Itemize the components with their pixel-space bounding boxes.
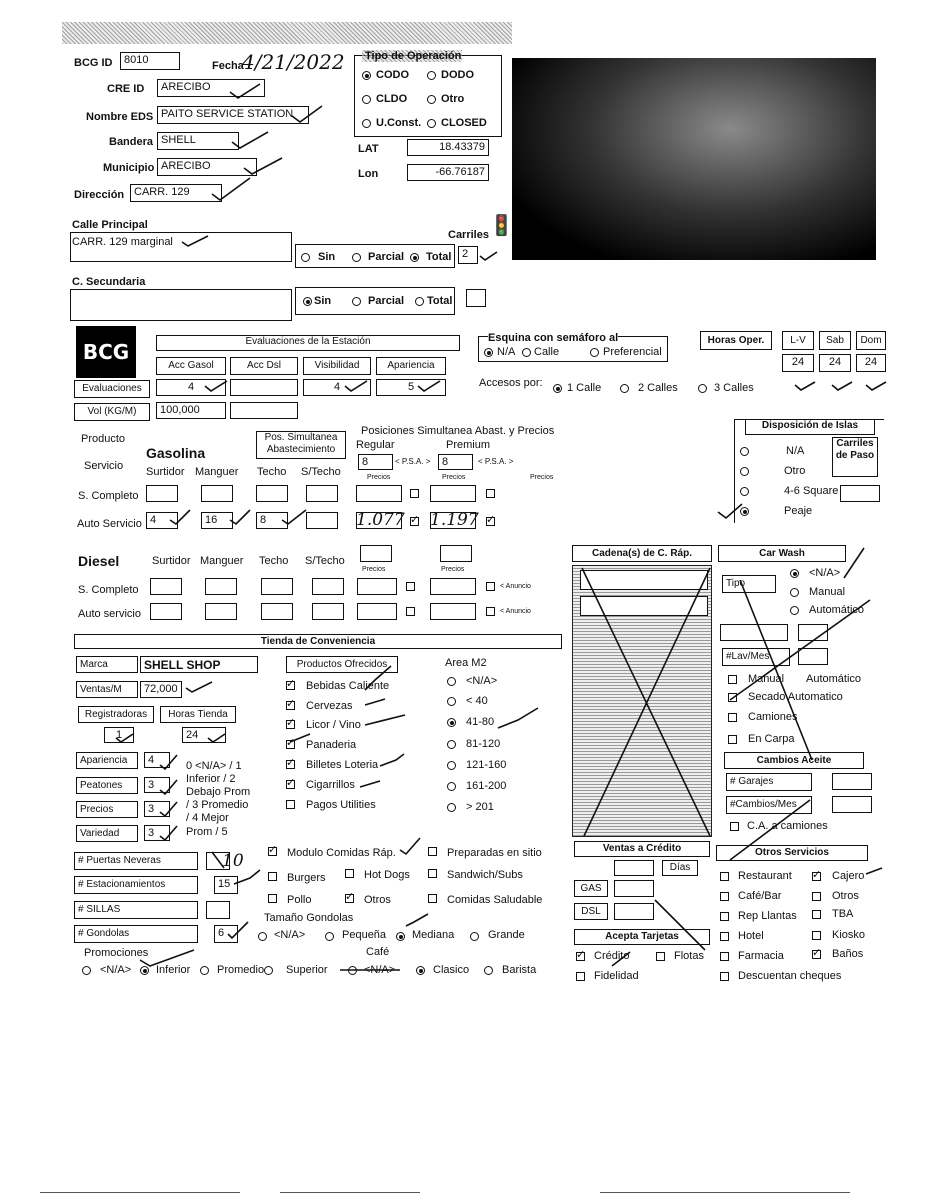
disp-square-label: 4-6 Square [784,485,839,497]
variedad-field[interactable]: 3 [144,825,170,841]
cw-manual-label: Manual [809,586,846,598]
svc-otros-label: Otros [832,890,859,902]
semaforo-total-label: Total [426,251,452,263]
modulo-label: Modulo Comidas Ráp. [287,847,396,859]
check-mark [160,802,177,816]
check-mark [182,236,208,246]
prod-cigarrillos-label: Cigarrillos [306,779,355,791]
check-mark [208,734,225,742]
check-mark [612,952,630,966]
cross-out [730,800,810,860]
col-acc-dsl: Acc Dsl [230,357,298,375]
direccion-label: Dirección [74,189,125,201]
semaforo2-parcial-label: Parcial [368,295,405,307]
gondolas-field[interactable]: 6 [214,925,238,943]
horas-oper-label: Horas Oper. [700,331,772,350]
accesos-3-label: 3 Calles [714,382,754,394]
esquina-label: Esquina con semáforo al [488,332,619,344]
col-techo: Techo [257,466,287,478]
puertas-value: 10 [222,851,244,871]
saludable-label: Comidas Saludable [447,894,543,906]
registradoras-label: Registradoras [78,706,154,723]
cambios-title: Cambios Aceite [724,752,864,769]
svc-hotel-label: Hotel [738,930,764,942]
check-mark [844,548,864,578]
cre-id-field[interactable]: ARECIBO [157,79,265,97]
accesos-label: Accesos por: [479,377,543,389]
area-40-label: < 40 [466,695,488,707]
col-apariencia: Apariencia [376,357,446,375]
check-mark [795,382,815,390]
prod-loteria-label: Billetes Loteria [306,759,379,771]
col-surtidor: Surtidor [146,466,185,478]
check-mark [212,178,250,200]
check-mark [230,84,260,98]
check-mark [160,826,177,840]
precios-field[interactable]: 3 [144,801,170,817]
diesel-label: Diesel [78,553,120,569]
strike-line [212,852,224,868]
precios-prem-label: Precios [442,474,466,481]
as-precio-reg: 1.077 [356,510,405,530]
check-mark [380,754,404,766]
credito-gas: GAS [574,880,608,897]
lat-field[interactable]: 18.43379 [407,139,489,156]
promo-superior-label: Superior [286,964,328,976]
lat-label: LAT [358,143,379,155]
cafe-label: Café [366,946,390,958]
evaluaciones-row-label: Evaluaciones [74,380,150,398]
tipo-cldo-label: CLDO [376,93,408,105]
scale-0: 0 <N/A> / 1 [186,760,242,772]
svc-cafebar-label: Café/Bar [738,890,782,902]
burgers-label: Burgers [287,872,326,884]
tam-mediana-label: Mediana [412,929,455,941]
tipo-operacion-label: Tipo de Operación [365,50,462,62]
peatones-label: Peatones [76,777,138,794]
d-col-surtidor: Surtidor [152,555,191,567]
check-mark [290,734,310,742]
check-mark [866,868,882,874]
check-mark [205,381,227,391]
tipo-uconst-label: U.Const. [376,117,422,129]
area-81-120-label: 81-120 [466,738,501,750]
apariencia-label: Apariencia [76,752,138,769]
area-201-label: > 201 [466,801,494,813]
bandera-label: Bandera [109,136,154,148]
scale-1: Inferior / 2 [186,773,236,785]
precios-reg-label: Precios [367,474,391,481]
col-manguer: Manguer [195,466,239,478]
vol-field[interactable]: 100,000 [156,402,226,419]
ventas-field[interactable]: 72,000 [140,681,182,698]
cw-camiones-label: Camiones [748,711,798,723]
tarjetas-title: Acepta Tarjetas [574,929,710,945]
scan-edge-1 [40,1192,240,1193]
ca-camiones-label: C.A. a camiones [747,820,828,832]
promo-inferior-label: Inferior [156,964,191,976]
disp-na-label: N/A [786,445,805,457]
calle-principal-value: CARR. 129 marginal [72,236,173,248]
credito-title: Ventas a Crédito [574,841,710,857]
tarjeta-credito-label: Crédito [594,950,630,962]
prod-cervezas-label: Cervezas [306,700,353,712]
tarjeta-flotas-label: Flotas [674,950,704,962]
check-mark [345,381,367,391]
scale-4: / 4 Mejor [186,812,229,824]
estacionamientos-label: # Estacionamientos [74,876,198,894]
apariencia-field[interactable]: 4 [144,752,170,768]
horas-tienda-label: Horas Tienda [160,706,236,723]
as-precio-prem: 1.197 [430,510,479,530]
bcg-logo: BCG [76,326,136,378]
d-precios-1: Precios [362,566,386,573]
accesos-1-label: 1 Calle [567,382,602,394]
eval-apariencia[interactable]: 5 [376,379,446,396]
tam-pequena-label: Pequeña [342,929,387,941]
prod-licor-label: Licor / Vino [306,719,361,731]
carriles-paso-header: Carriles de Paso [832,437,878,477]
cross-out [655,900,705,950]
check-mark [418,381,440,391]
area-na-label: <N/A> [466,675,498,687]
cafe-na-label: <N/A> [364,964,396,976]
horas-tienda-field[interactable]: 24 [182,727,226,743]
semaforo-sin-label: Sin [318,251,336,263]
horas-sab-field[interactable]: 24 [819,354,851,372]
das-anuncio: < Anuncio [500,608,531,615]
check-mark [365,666,391,690]
svc-farmacia-label: Farmacia [738,950,784,962]
promo-na-label: <N/A> [100,964,132,976]
disp-peaje-label: Peaje [784,505,813,517]
check-mark [186,682,212,692]
tipo-dodo-label: DODO [441,69,474,81]
scan-edge-2 [280,1192,420,1193]
lon-label: Lon [358,168,379,180]
carriles-field[interactable]: 2 [458,246,478,264]
col-visibilidad: Visibilidad [303,357,371,375]
horas-sab-header: Sab [819,331,851,350]
check-mark [832,382,852,390]
fecha-label: Fecha [212,60,244,72]
scale-3: / 3 Promedio [186,799,249,811]
as-manguer[interactable]: 16 [201,512,233,529]
traffic-light-icon: 🚦 [489,215,514,237]
promociones-label: Promociones [84,947,149,959]
check-mark [170,510,190,524]
check-mark [282,510,306,524]
scale-5: Prom / 5 [186,826,228,838]
esquina-na-label: N/A [497,346,516,358]
check-mark [140,950,194,966]
preparadas-label: Preparadas en sitio [447,847,542,859]
dsc-anuncio: < Anuncio [500,583,531,590]
servicio-label: Servicio [84,460,124,472]
pos-sim-abast-label: Posiciones Simultanea Abast. y Precios [361,425,555,437]
tienda-title: Tienda de Conveniencia [74,634,562,649]
svc-cheques-label: Descuentan cheques [738,970,842,982]
carriles-label: Carriles [448,229,489,241]
hotdogs-label: Hot Dogs [364,869,410,881]
cw-lav-mes-label: #Lav/Mes [722,648,790,666]
precios-label: Precios [76,801,138,818]
cw-auto-label: Automático [809,604,865,616]
pollo-label: Pollo [287,894,312,906]
semaforo-parcial-label: Parcial [368,251,405,263]
estacionamientos-field[interactable]: 15 [214,876,238,894]
scale-2: Debajo Prom [186,786,251,798]
evaluaciones-title: Evaluaciones de la Estación [156,335,460,351]
cw-na-label: <N/A> [809,567,841,579]
eval-acc-gasol[interactable]: 4 [156,379,226,396]
premium-psa-label: < P.S.A. > [478,457,514,466]
d-precios-2: Precios [441,566,465,573]
cw-manual-check-label: Manual [748,673,785,685]
check-mark [228,922,248,938]
ventas-label: Ventas/M [76,681,138,698]
otros-title: Otros Servicios [716,845,868,861]
svc-kiosko-label: Kiosko [832,929,866,941]
calle-principal-label: Calle Principal [72,219,148,231]
tam-na-label: <N/A> [274,929,306,941]
check-mark [718,504,742,518]
otros-comida-label: Otros [364,894,391,906]
cafe-barista-label: Barista [502,964,537,976]
tipo-closed-label: CLOSED [441,117,487,129]
esquina-calle-label: Calle [534,346,560,358]
registradoras-field[interactable]: 1 [104,727,134,743]
peatones-field[interactable]: 3 [144,777,170,793]
check-mark [365,699,385,705]
horas-lv-field[interactable]: 24 [782,354,814,372]
direccion-field[interactable]: CARR. 129 [130,184,222,202]
diesel-s-completo-label: S. Completo [78,584,139,596]
check-mark [406,914,428,926]
check-mark [866,382,886,390]
area-41-80-label: 41-80 [466,716,495,728]
prod-panaderia-label: Panaderia [306,739,357,751]
pos-sim-header: Pos. Simultanea Abastecimiento [256,431,346,459]
semaforo2-total-label: Total [427,295,453,307]
tamano-label: Tamaño Gondolas [264,912,354,924]
check-mark [230,510,250,524]
regular-psa-field[interactable]: 8 [358,454,393,470]
variedad-label: Variedad [76,825,138,842]
check-mark [234,870,260,884]
check-mark [365,715,405,725]
calle-secundaria-label: C. Secundaria [72,276,146,288]
disp-otro-label: Otro [784,465,806,477]
svc-llantas-label: Rep Llantas [738,910,797,922]
promo-promedio-label: Promedio [217,964,265,976]
bandera-field[interactable]: SHELL [157,132,239,150]
cre-id-label: CRE ID [107,83,145,95]
tarjeta-fidelidad-label: Fidelidad [594,970,639,982]
fecha-value: 4/21/2022 [242,50,345,74]
cw-auto-check-label: Automático [806,673,862,685]
col-acc-gasol: Acc Gasol [156,357,226,375]
cross-out [730,600,870,700]
check-mark [116,734,133,742]
sandwich-label: Sandwich/Subs [447,869,523,881]
area-title: Area M2 [445,657,487,669]
cadenas-title: Cadena(s) de C. Ráp. [572,545,712,562]
area-161-200-label: 161-200 [466,780,507,792]
auto-servicio-label: Auto Servicio [77,518,142,530]
d-col-manguer: Manguer [200,555,244,567]
tam-grande-label: Grande [488,929,525,941]
area-121-160-label: 121-160 [466,759,507,771]
marca-label: Marca [76,656,138,673]
svc-cajero-label: Cajero [832,870,865,882]
as-techo[interactable]: 8 [256,512,288,529]
vol-label: Vol (KG/M) [74,403,150,421]
check-mark [160,755,177,769]
cambios-mes-label: #Cambios/Mes [726,796,812,814]
bcg-id-field[interactable]: 8010 [120,52,180,70]
carwash-tipo: Tipo [722,575,776,593]
esquina-pref-label: Preferencial [603,346,662,358]
precios-anuncio-label: Precios [530,474,554,481]
nombre-field[interactable]: PAITO SERVICE STATION [157,106,309,124]
credito-dsl: DSL [574,903,608,920]
credito-dias: Días [662,860,698,876]
prod-bebidas-label: Bebidas Caliente [306,680,390,692]
cross-out [740,580,812,760]
horas-dom-field[interactable]: 24 [856,354,886,372]
eval-visibilidad[interactable]: 4 [303,379,371,396]
s-completo-label: S. Completo [78,490,139,502]
regular-psa-label: < P.S.A. > [395,457,431,466]
check-mark [498,708,538,728]
check-mark [480,252,497,260]
col-stecho: S/Techo [301,466,341,478]
d-col-stecho: S/Techo [305,555,345,567]
municipio-label: Municipio [103,162,155,174]
svc-tba-label: TBA [832,908,854,920]
tipo-otro-label: Otro [441,93,465,105]
gondolas-label: # Gondolas [74,925,198,943]
lon-field[interactable]: -66.76187 [407,164,489,181]
check-mark [292,106,322,122]
regular-label: Regular [356,439,395,451]
check-mark [360,781,380,787]
check-mark [244,158,282,174]
productos-ofrecidos-title: Productos Ofrecidos [286,656,398,673]
nombre-label: Nombre EDS [86,111,154,123]
municipio-field[interactable]: ARECIBO [157,158,257,176]
check-mark [232,132,268,148]
premium-label: Premium [446,439,491,451]
marca-field[interactable]: SHELL SHOP [140,656,258,673]
svc-banos-label: Baños [832,948,864,960]
scan-edge-3 [600,1192,850,1193]
puertas-label: # Puertas Neveras [74,852,198,870]
svc-restaurant-label: Restaurant [738,870,792,882]
cambios-garajes-label: # Garajes [726,773,812,791]
horas-lv-header: L-V [782,331,814,350]
accesos-2-label: 2 Calles [638,382,678,394]
bcg-id-label: BCG ID [74,57,113,69]
check-mark [400,838,420,854]
as-surtidor[interactable]: 4 [146,512,178,529]
check-mark [160,780,177,794]
cw-carpa-label: En Carpa [748,733,795,745]
cafe-clasico-label: Clasico [433,964,470,976]
sillas-label: # SILLAS [74,901,198,919]
disposicion-title: Disposición de Islas [745,419,875,435]
gasolina-label: Gasolina [146,445,206,461]
d-col-techo: Techo [259,555,289,567]
premium-psa-field[interactable]: 8 [438,454,473,470]
diesel-auto-label: Auto servicio [78,608,141,620]
semaforo2-sin-label: Sin [314,295,332,307]
tipo-codo-label: CODO [376,69,409,81]
producto-label: Producto [81,433,126,445]
horas-dom-header: Dom [856,331,886,350]
carwash-title: Car Wash [718,545,846,562]
cw-secado-label: Secado Automatico [748,691,843,703]
prod-utilities-label: Pagos Utilities [306,799,376,811]
